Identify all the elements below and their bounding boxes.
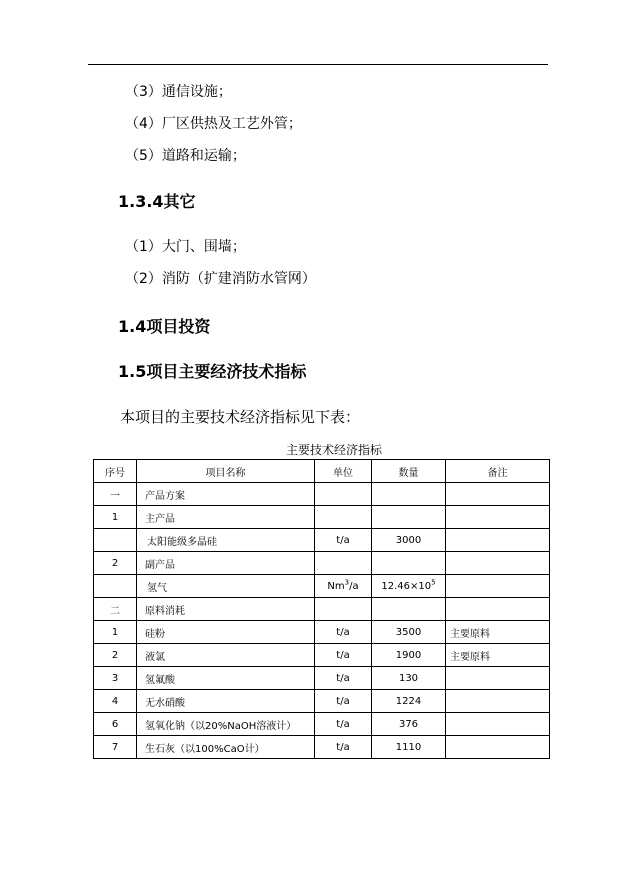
cell-no: 2	[94, 552, 137, 575]
intro-paragraph: 本项目的主要技术经济指标见下表：	[120, 408, 361, 426]
unit-base: Nm	[327, 580, 345, 592]
cell-note	[446, 667, 550, 690]
cell-qty: 130	[372, 667, 446, 690]
cell-no: 1	[94, 506, 137, 529]
cell-qty	[372, 483, 446, 506]
cell-name: 主产品	[137, 506, 315, 529]
cell-unit: t/a	[315, 621, 372, 644]
table-row	[94, 575, 550, 598]
cell-unit: t/a	[315, 667, 372, 690]
cell-unit: t/a	[315, 529, 372, 552]
table-row	[94, 506, 550, 529]
table-row	[94, 529, 550, 552]
cell-note	[446, 552, 550, 575]
cell-qty: 1900	[372, 644, 446, 667]
table-row	[94, 483, 550, 506]
cell-name: 产品方案	[137, 483, 315, 506]
table-row	[94, 690, 550, 713]
cell-name: 液氯	[137, 644, 315, 667]
unit-tail: /a	[349, 580, 359, 592]
cell-unit	[315, 598, 372, 621]
table-row	[94, 598, 550, 621]
section-heading: 1.4项目投资	[118, 317, 211, 336]
cell-qty: 3500	[372, 621, 446, 644]
cell-note	[446, 736, 550, 759]
table-row	[94, 667, 550, 690]
qty-base: 12.46×10	[381, 580, 432, 592]
cell-no: 2	[94, 644, 137, 667]
cell-unit: t/a	[315, 713, 372, 736]
cell-no: 二	[94, 598, 137, 621]
header-rule	[88, 64, 548, 65]
header-no: 序号	[94, 460, 137, 483]
cell-name: 氢气	[137, 575, 315, 598]
cell-name: 副产品	[137, 552, 315, 575]
cell-no: 3	[94, 667, 137, 690]
cell-note: 主要原料	[446, 644, 550, 667]
list-item: （3）通信设施；	[125, 84, 232, 100]
header-unit: 单位	[315, 460, 372, 483]
indicator-table	[93, 459, 550, 759]
header-name: 项目名称	[137, 460, 315, 483]
table-row	[94, 713, 550, 736]
list-item: （4）厂区供热及工艺外管；	[125, 116, 302, 132]
cell-unit: t/a	[315, 690, 372, 713]
cell-unit	[315, 575, 372, 598]
cell-unit	[315, 483, 372, 506]
cell-name: 氢氧化钠（以20%NaOH溶液计）	[137, 713, 315, 736]
cell-name: 太阳能级多晶硅	[137, 529, 315, 552]
cell-unit	[315, 552, 372, 575]
table-row	[94, 644, 550, 667]
table-row	[94, 736, 550, 759]
cell-no: 4	[94, 690, 137, 713]
cell-note	[446, 575, 550, 598]
cell-note	[446, 690, 550, 713]
cell-qty	[372, 598, 446, 621]
unit-exponent: 3	[344, 578, 350, 587]
cell-qty: 1110	[372, 736, 446, 759]
header-note: 备注	[446, 460, 550, 483]
cell-no: 一	[94, 483, 137, 506]
cell-note	[446, 506, 550, 529]
qty-exponent: 5	[431, 578, 436, 587]
cell-name: 原料消耗	[137, 598, 315, 621]
cell-qty	[372, 506, 446, 529]
cell-name: 硅粉	[137, 621, 315, 644]
cell-no: 1	[94, 621, 137, 644]
cell-unit: t/a	[315, 644, 372, 667]
list-item: （5）道路和运输；	[125, 148, 246, 164]
cell-name: 氢氟酸	[137, 667, 315, 690]
section-heading: 1.5项目主要经济技术指标	[118, 362, 307, 381]
cell-qty	[372, 552, 446, 575]
cell-no: 6	[94, 713, 137, 736]
cell-qty	[372, 575, 446, 598]
list-item: （1）大门、围墙；	[125, 239, 246, 255]
cell-no	[94, 529, 137, 552]
cell-note: 主要原料	[446, 621, 550, 644]
cell-no: 7	[94, 736, 137, 759]
table-row	[94, 621, 550, 644]
cell-no	[94, 575, 137, 598]
cell-qty: 1224	[372, 690, 446, 713]
cell-note	[446, 713, 550, 736]
cell-note	[446, 529, 550, 552]
table-row	[94, 552, 550, 575]
table-header-row	[94, 460, 550, 483]
cell-unit	[315, 506, 372, 529]
cell-note	[446, 483, 550, 506]
section-heading: 1.3.4其它	[118, 192, 196, 211]
cell-unit: t/a	[315, 736, 372, 759]
list-item: （2）消防（扩建消防水管网）	[125, 271, 316, 287]
cell-note	[446, 598, 550, 621]
header-qty: 数量	[372, 460, 446, 483]
cell-name: 生石灰（以100%CaO计）	[137, 736, 315, 759]
cell-qty: 376	[372, 713, 446, 736]
table-caption: 主要技术经济指标	[286, 443, 383, 457]
cell-name: 无水硝酸	[137, 690, 315, 713]
cell-qty: 3000	[372, 529, 446, 552]
